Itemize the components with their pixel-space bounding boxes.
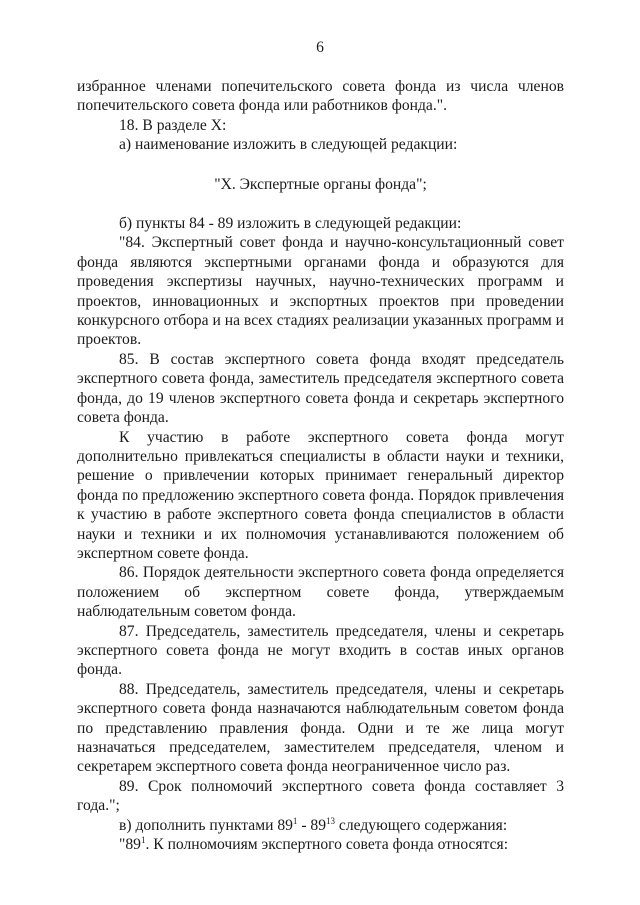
subitem-v-text-middle: - 89 bbox=[297, 816, 327, 834]
paragraph-point-86: 86. Порядок деятельности экспертного совета фонда определяется положением об экспертном совете фонда, утверждаемым наблюдательным советом фонда. bbox=[77, 564, 564, 621]
paragraph-point-89-1 bbox=[77, 835, 564, 854]
paragraph-point-87: 87. Председатель, заместитель председателя, члены и секретарь экспертного совета фонда не могут входить в состав иных органов фонда. bbox=[77, 622, 564, 679]
superscript-13: 13 bbox=[326, 815, 336, 826]
paragraph-point-85-continued: К участию в работе экспертного совета фонда могут дополнительно привлекаться специалисты в области науки и техники, решение о привлечении которых принимает генеральный директор фонда по предложению экспертного совета фонда. Порядок привлечения к участию в работе экспертного совета фонда специалистов в области науки и техники и их полномочия устанавливаются положением об экспертном совете фонда. bbox=[77, 428, 564, 562]
superscript-1: 1 bbox=[292, 815, 298, 826]
document-body bbox=[77, 77, 564, 854]
subitem-v-text-start: в) дополнить пунктами 89 bbox=[119, 816, 293, 834]
subitem-v-text-end: следующего содержания: bbox=[335, 816, 508, 834]
point-89-1-text: . К полномочиям экспертного совета фонда относятся: bbox=[145, 836, 509, 854]
paragraph-subitem-v bbox=[77, 816, 564, 835]
paragraph-subitem-b: б) пункты 84 - 89 изложить в следующей редакции: bbox=[119, 215, 462, 233]
paragraph-point-88: 88. Председатель, заместитель председателя, члены и секретарь экспертного совета фонда назначаются наблюдательным советом фонда по представлению правления фонда. Одни и те же лица могут назначаться председателем, заместителем председателя, членом и секретарем экспертного совета фонда неограниченное число раз. bbox=[77, 680, 564, 776]
paragraph-continuation: избранное членами попечительского совета фонда из числа членов попечительского совета фонда или работников фонда.". bbox=[77, 78, 564, 115]
section-heading-quote: "X. Экспертные органы фонда"; bbox=[214, 175, 427, 193]
point-89-1-number: "89 bbox=[119, 836, 141, 854]
paragraph-subitem-a: а) наименование изложить в следующей редакции: bbox=[119, 136, 458, 154]
paragraph-item-18: 18. В разделе X: bbox=[119, 116, 227, 134]
page-number: 6 bbox=[316, 39, 324, 56]
paragraph-point-84: "84. Экспертный совет фонда и научно-консультационный совет фонда являются экспертными органами фонда и образуются для проведения экспертизы научных, научно-технических программ и проектов, инновационных и экспортных проектов при проведении конкурсного отбора и на всех стадиях реализации указанных программ и проектов. bbox=[77, 234, 564, 349]
superscript-1: 1 bbox=[140, 835, 146, 846]
paragraph-point-89: 89. Срок полномочий экспертного совета фонда составляет 3 года."; bbox=[77, 777, 564, 815]
paragraph-point-85: 85. В состав экспертного совета фонда входят председатель экспертного совета фонда, заместитель председателя экспертного совета фонда, до 19 членов экспертного совета фонда и секретарь экспертного совета фонда. bbox=[77, 350, 564, 427]
